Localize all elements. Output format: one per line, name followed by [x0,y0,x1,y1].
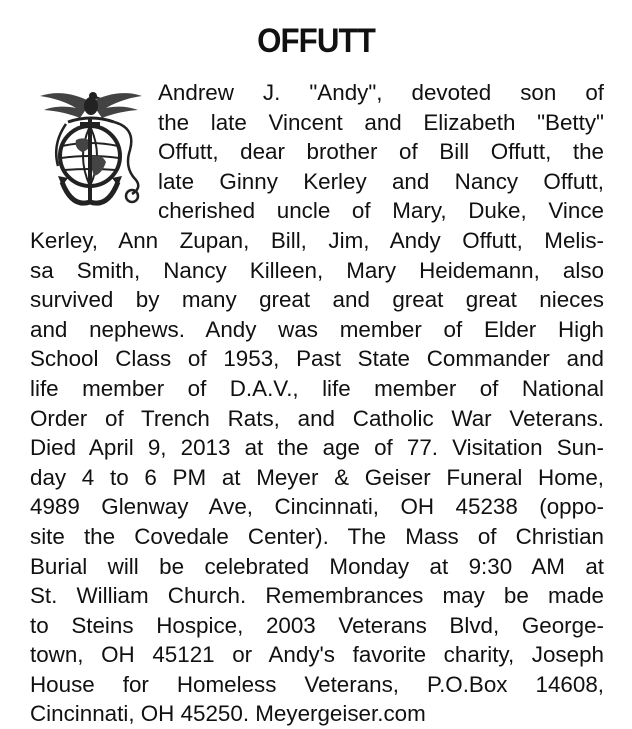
obituary-line: town, OH 45121 or Andy's favorite charity, Joseph [30,642,604,668]
obituary-line: Burial will be celebrated Monday at 9:30 AM at [30,553,604,579]
obituary-line: and nephews. Andy was member of Elder High [30,316,604,342]
obituary-line: Order of Trench Rats, and Catholic War Veterans. [30,405,604,431]
obituary-line: House for Homeless Veterans, P.O.Box 14608, [30,671,604,697]
obituary-line: life member of D.A.V., life member of National [30,375,604,401]
obituary-line: the late Vincent and Elizabeth "Betty" [158,109,604,135]
obituary-line: Cincinnati, OH 45250. Meyergeiser.com [30,701,426,727]
obituary-line: day 4 to 6 PM at Meyer & Geiser Funeral Home, [30,464,604,490]
obituary-line: 4989 Glenway Ave, Cincinnati, OH 45238 (oppo- [30,494,604,520]
obituary-line: School Class of 1953, Past State Commander and [30,346,604,372]
obituary-line: Kerley, Ann Zupan, Bill, Jim, Andy Offutt, Melis- [30,227,604,253]
obituary-line: Andrew J. "Andy", devoted son of [158,80,604,105]
obituary-body [30,78,604,729]
obituary-line: survived by many great and great great nieces [30,287,604,313]
obituary-line: Died April 9, 2013 at the age of 77. Visitation Sun- [30,435,604,461]
obituary-line: sa Smith, Nancy Killeen, Mary Heidemann, also [30,257,604,283]
obituary-line: late Ginny Kerley and Nancy Offutt, [158,168,604,194]
obituary-line: to Steins Hospice, 2003 Veterans Blvd, George- [30,612,604,638]
obituary-line: cherished uncle of Mary, Duke, Vince [158,198,604,224]
obituary-line: St. William Church. Remembrances may be made [30,583,604,609]
obituary-surname-heading: OFFUTT [257,22,375,60]
obituary-line: site the Covedale Center). The Mass of Christian [30,523,604,549]
obituary-line: Offutt, dear brother of Bill Offutt, the [158,139,604,165]
